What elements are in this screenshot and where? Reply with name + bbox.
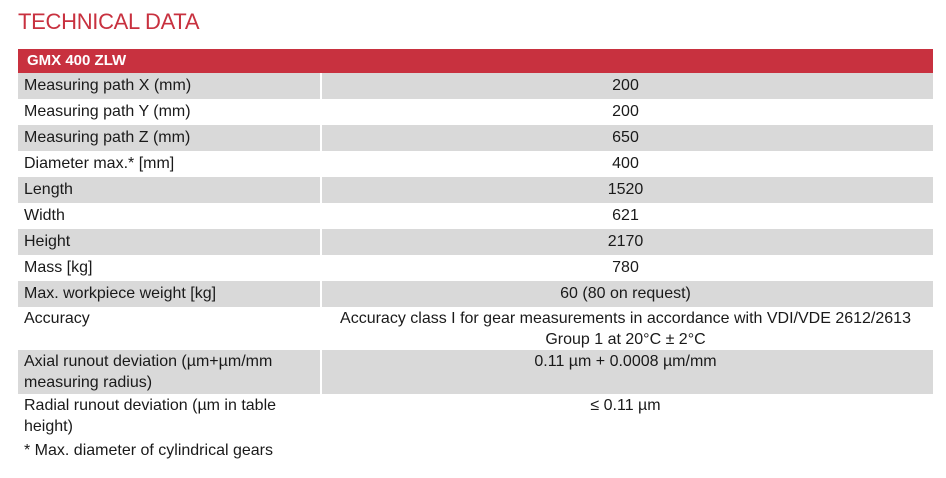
- row-label-line: height): [24, 418, 73, 435]
- row-label: Accuracy: [18, 307, 322, 350]
- row-label-line: Radial runout deviation (µm in table: [24, 397, 277, 414]
- table-row: [18, 73, 933, 99]
- row-value: [322, 307, 933, 350]
- row-value: 780: [612, 259, 639, 276]
- row-label: Max. workpiece weight [kg]: [18, 281, 322, 307]
- row-value: 400: [612, 155, 639, 172]
- table-row: [18, 350, 933, 394]
- row-value: 2170: [607, 233, 644, 250]
- table-row: [18, 151, 933, 177]
- footnote: * Max. diameter of cylindrical gears: [24, 442, 273, 459]
- table-row: [18, 229, 933, 255]
- row-label: Mass [kg]: [18, 255, 322, 281]
- table-row: [18, 203, 933, 229]
- row-label-line: measuring radius): [24, 374, 153, 391]
- table-row: [18, 394, 933, 438]
- row-value: 1520: [607, 181, 644, 198]
- row-label: Measuring path Z (mm): [18, 125, 322, 151]
- technical-data-table: [18, 49, 933, 438]
- table-header: GMX 400 ZLW: [18, 49, 933, 73]
- table-row: [18, 125, 933, 151]
- row-label: Diameter max.* [mm]: [18, 151, 322, 177]
- row-label: Measuring path Y (mm): [18, 99, 322, 125]
- table-row: [18, 177, 933, 203]
- row-label: Length: [18, 177, 322, 203]
- table-row: [18, 281, 933, 307]
- row-label: Measuring path X (mm): [18, 73, 322, 99]
- row-label: [18, 350, 322, 394]
- row-value-line: Accuracy class I for gear measurements in accordance with VDI/VDE 2612/2613: [340, 310, 911, 327]
- row-label: [18, 394, 322, 438]
- page-title: TECHNICAL DATA: [18, 9, 200, 34]
- row-value: 621: [612, 207, 639, 224]
- row-value: 200: [612, 103, 639, 120]
- row-value: 650: [612, 129, 639, 146]
- row-label: Width: [18, 203, 322, 229]
- row-value: 200: [612, 77, 639, 94]
- row-value-line: Group 1 at 20°C ± 2°C: [545, 331, 706, 348]
- row-label-line: Axial runout deviation (µm+µm/mm: [24, 353, 273, 370]
- row-label: Height: [18, 229, 322, 255]
- table-row: [18, 255, 933, 281]
- table-row: [18, 307, 933, 350]
- row-value: ≤ 0.11 µm: [590, 397, 661, 414]
- row-value: 60 (80 on request): [560, 285, 691, 302]
- table-row: [18, 99, 933, 125]
- row-value: 0.11 µm + 0.0008 µm/mm: [534, 353, 717, 370]
